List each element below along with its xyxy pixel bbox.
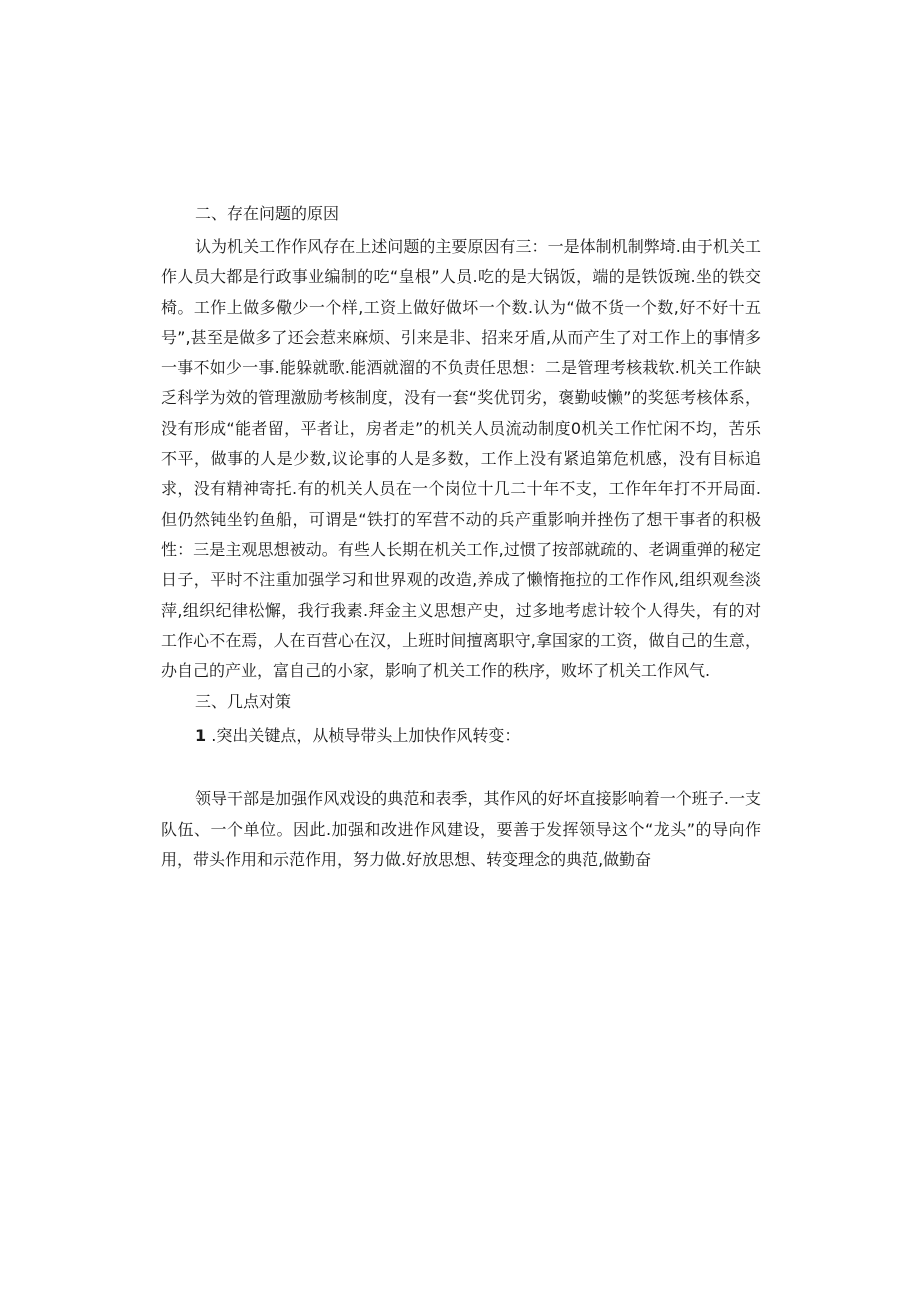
section-3-heading: 三、几点对策 xyxy=(195,692,292,712)
section-2-heading: 二、存在问题的原因 xyxy=(195,204,340,223)
countermeasure-1-heading xyxy=(161,722,761,750)
countermeasure-1-title: .突出关键点，从桢导带头上加快作风转变： xyxy=(211,726,521,746)
countermeasure-1-paragraph: 领导干部是加强作风戏设的典范和表季，其作风的好坏直接影响着一个班子.一支队伍、一个单位。因此.加强和改进作风建设，要善于发挥领导这个“龙头”的导向作用，带头作用和示范作用，努力做.好放思想、转变理念的典范,做勤奋 xyxy=(161,789,761,870)
countermeasure-1-number: 1 xyxy=(195,726,207,746)
section-2-paragraph: 认为机关工作作风存在上述问题的主要原因有三：一是体制机制弊埼.由于机关工作人员大都是行政事业编制的吃“皇根”人员.吃的是大锅饭，端的是铁饭琬.坐的铁交椅。工作上做多儆少一个样,工资上做好做坏一个数.认为“做不货一个数,好不好十五号”,甚至是做多了还会惹来麻烦、引来是非、招来牙盾,从而产生了对工作上的事情多一事不如少一事.能躲就歌.能酒就溜的不负责任思想：二是管理考核栽软.机关工作缺乏科学为效的管理激励考核制度，没有一套“奖优罚劣，褒勤岐懒”的奖惩考核体系，没有形成“能者留，平者让，房者走”的机关人员流动制度0机关工作忙闲不均，苦乐不平，做事的人是少数,议论事的人是多数，工作上没有紧追第危机感，没有目标追求，没有精神寄托.有的机关人员在一个岗位十几二十年不支，工作年年打不开局面.但仍然钝坐钓鱼船，可谓是“铁打的军营不动的兵产重影响并挫伤了想干事者的积极性：三是主观思想被动。有些人长期在机关工作,过惯了按部就疏的、老调重弹的秘定日子，平时不注重加强学习和世界观的改造,养成了懒惰拖拉的工作作风,组织观叁淡萍,组织纪律松懈，我行我素.拜金主义思想产史，过多地考虑计较个人得失，有的对工作心不在焉，人在百营心在汉，上班时间擅离职守,拿国家的工资，做自己的生意，办自己的产业，富自己的小家，影响了机关工作的秩序，败坏了机关工作风气. xyxy=(161,237,761,681)
document-content xyxy=(161,200,761,876)
